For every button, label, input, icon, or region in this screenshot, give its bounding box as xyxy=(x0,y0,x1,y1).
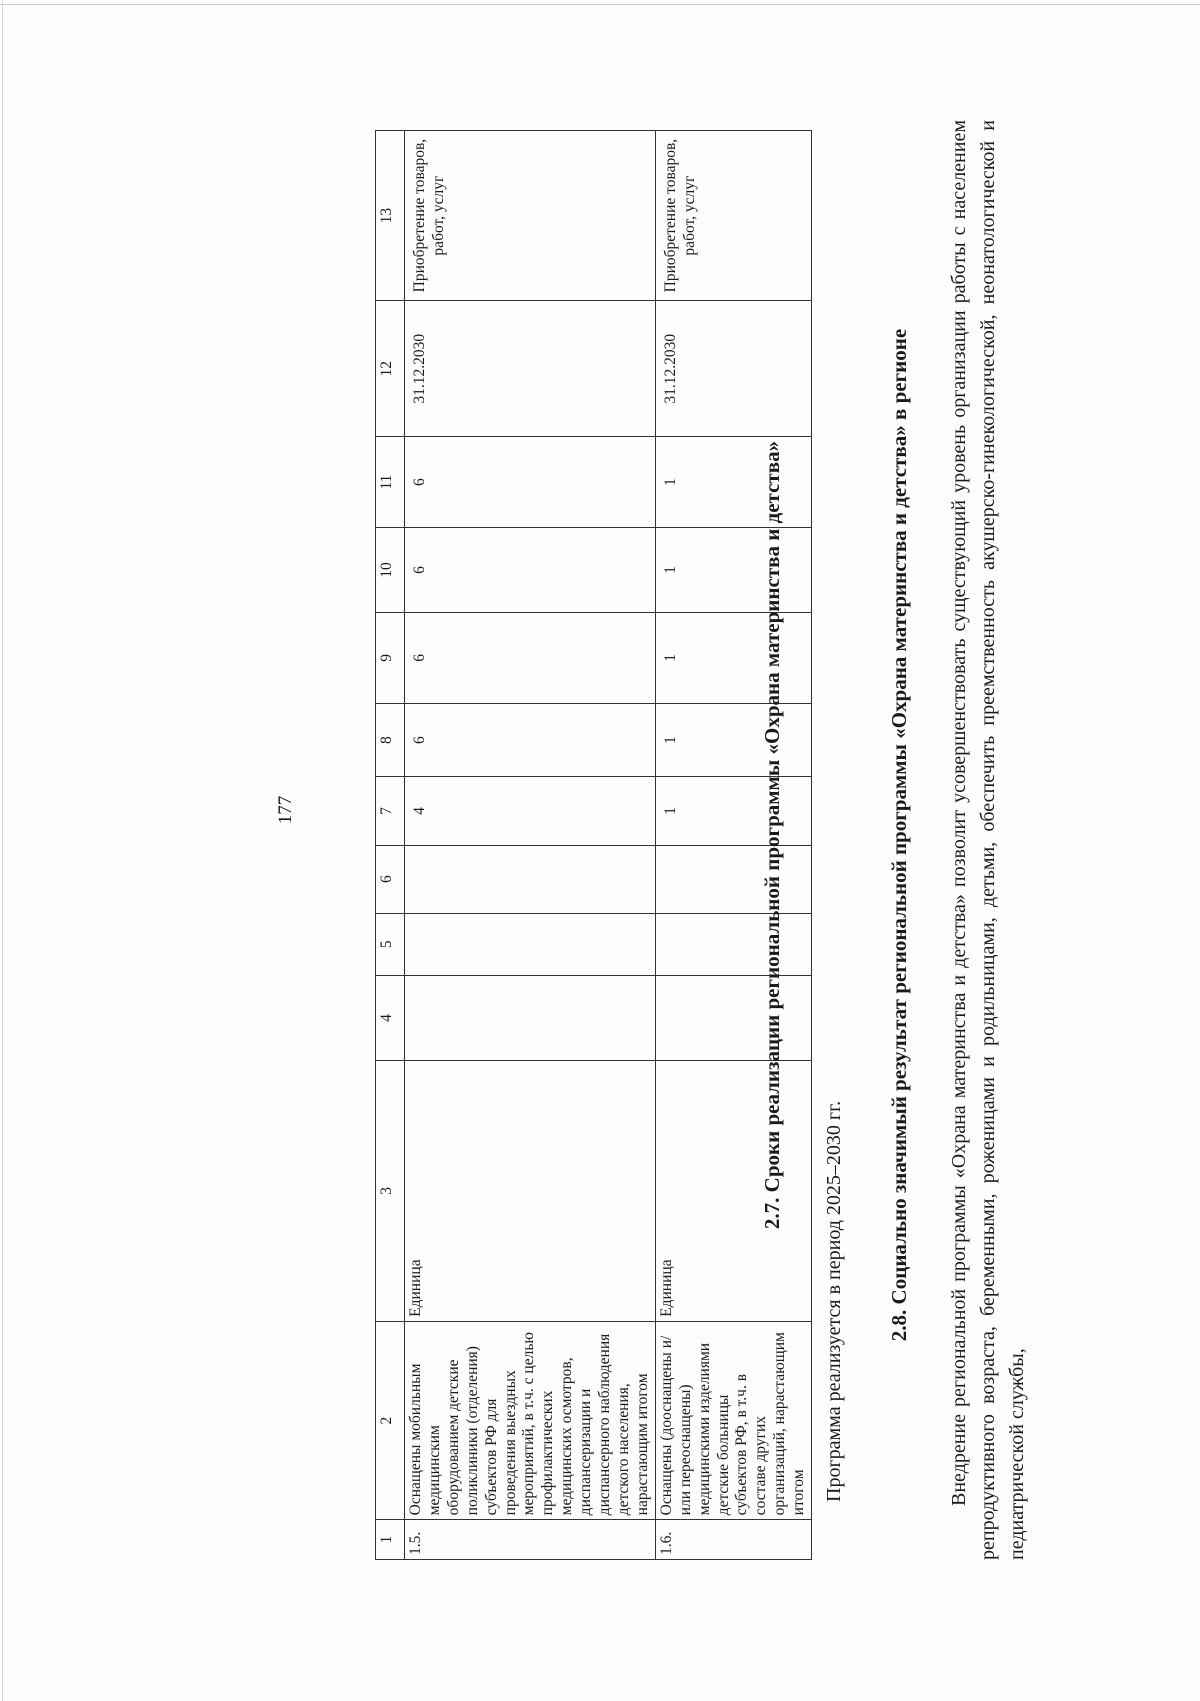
row-cell: 1 xyxy=(655,777,811,845)
row-type: Приобретение товаров, работ, услуг xyxy=(405,131,656,301)
row-unit: Единица xyxy=(655,1061,811,1322)
column-header: 13 xyxy=(376,131,405,301)
row-cell: 6 xyxy=(405,613,656,704)
row-cell: 1 xyxy=(655,437,811,528)
row-cell: 1 xyxy=(655,528,811,613)
column-header: 10 xyxy=(376,528,405,613)
column-header: 2 xyxy=(376,1321,405,1519)
column-header: 12 xyxy=(376,301,405,437)
section-2-7-text: Программа реализуется в период 2025–2030 гг. xyxy=(823,1100,845,1502)
row-cell xyxy=(405,975,656,1060)
row-cell: 6 xyxy=(405,437,656,528)
section-2-8-text: Внедрение региональной программы «Охрана материнства и детства» позволит усовершенствовать существующий уровень организации работы с населением репродуктивного возраста, беременными, роженицами и родильницами, детьми, обеспечить преемственность акушерско-гинекологической, неонатологической и педиатрической службы, xyxy=(948,120,1028,1560)
table-row xyxy=(655,131,811,1560)
column-header: 7 xyxy=(376,777,405,845)
results-table xyxy=(375,130,812,1560)
page-number: 177 xyxy=(275,795,296,825)
scan-artifact-left xyxy=(2,0,3,1701)
row-cell xyxy=(405,913,656,975)
row-cell xyxy=(655,975,811,1060)
row-type: Приобретение товаров, работ, услуг xyxy=(655,131,811,301)
row-number: 1.6. xyxy=(655,1520,811,1560)
column-header: 11 xyxy=(376,437,405,528)
row-unit: Единица xyxy=(405,1061,656,1322)
row-date: 31.12.2030 xyxy=(405,301,656,437)
row-cell xyxy=(655,845,811,913)
section-2-7-heading: 2.7. Сроки реализации региональной программы «Охрана материнства и детства» xyxy=(760,440,784,1230)
row-cell: 6 xyxy=(405,528,656,613)
rotated-page xyxy=(175,60,1165,1560)
scan-artifact-top xyxy=(0,4,1200,5)
table-row xyxy=(405,131,656,1560)
row-cell xyxy=(655,913,811,975)
column-header: 1 xyxy=(376,1520,405,1560)
row-cell xyxy=(405,845,656,913)
row-cell: 4 xyxy=(405,777,656,845)
column-header: 8 xyxy=(376,703,405,777)
table-header-row xyxy=(376,131,405,1560)
row-name: Оснащены (дооснащены и/или переоснащены) медицинскими изделиями детские больницы субъектов РФ, в т.ч. в составе других организаций, нарастающим итогом xyxy=(655,1321,811,1519)
section-2-8-heading: 2.8. Социально значимый результат региональной программы «Охрана материнства и детства» в регионе xyxy=(887,328,911,1342)
column-header: 5 xyxy=(376,913,405,975)
row-date: 31.12.2030 xyxy=(655,301,811,437)
row-cell: 1 xyxy=(655,613,811,704)
column-header: 6 xyxy=(376,845,405,913)
row-cell: 1 xyxy=(655,703,811,777)
row-number: 1.5. xyxy=(405,1520,656,1560)
column-header: 4 xyxy=(376,975,405,1060)
row-cell: 6 xyxy=(405,703,656,777)
column-header: 3 xyxy=(376,1061,405,1322)
row-name: Оснащены мобильным медицинским оборудованием детские поликлиники (отделения) субъектов РФ для проведения выездных мероприятий, в т.ч. с целью профилактических медицинских осмотров, диспансеризации и диспансерного наблюдения детского населения, нарастающим итогом xyxy=(405,1321,656,1519)
column-header: 9 xyxy=(376,613,405,704)
